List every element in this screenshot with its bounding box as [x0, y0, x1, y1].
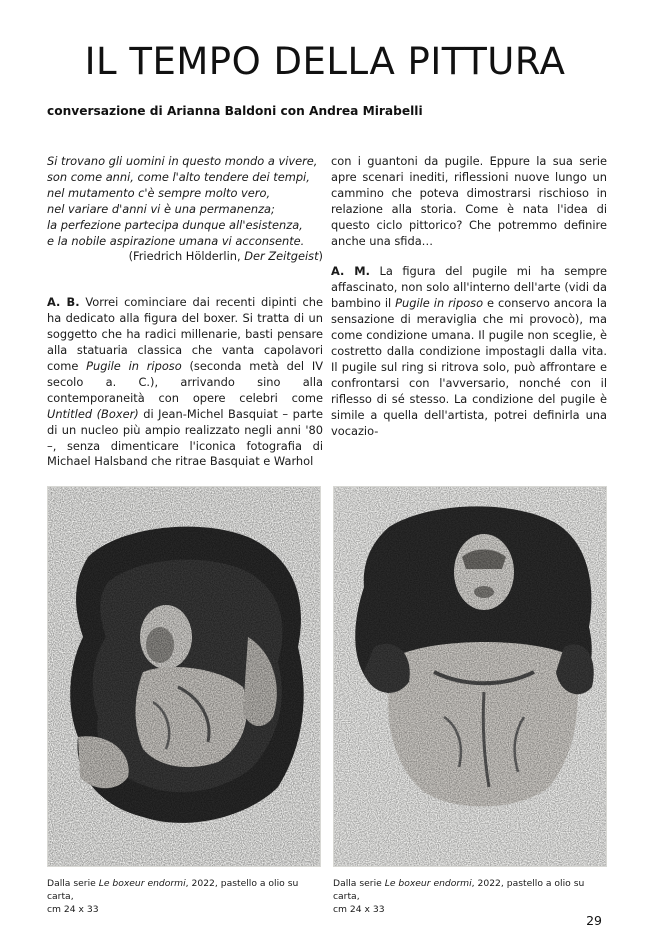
- question-text-continued: con i guantoni da pugile. Eppure la sua serie apre scenari inediti, riflessioni nuove lungo un cammino che poteva dimostrarsi rischioso in relazione alla storia. Come è nata l'idea di questo ciclo pittorico? Che potremmo definire anche una sfida…: [331, 154, 607, 248]
- caption-details: , 2022, pastello a olio su carta,: [333, 878, 585, 902]
- answer-text: e conservo ancora la sensazione di meraviglia che mi provocò), ma come condizione umana. Il pugile non sceglie, è costretto dalla condizione impostagli dalla vita. Il pugile sul ring si ritrova solo, può affrontare e confrontarsi con l'avversario, nonché con il riflesso di sé stesso. La condizione del pugile è simile a quella dell'artista, potrei definirla una vocazio-: [331, 296, 607, 438]
- text-column-right: [331, 154, 607, 439]
- epigraph-line: son come anni, come l'alto tendere dei tempi,: [47, 169, 310, 184]
- epigraph: [47, 154, 323, 265]
- caption-right: [333, 877, 613, 916]
- caption-prefix: Dalla serie: [333, 878, 385, 889]
- artwork-title: Untitled (Boxer): [47, 406, 139, 421]
- answer-text: La figura del pugile mi ha sempre affascinato, non solo all'interno dell'arte (vidi da bambino il: [331, 264, 607, 311]
- artwork-title: Pugile in riposo: [395, 296, 484, 311]
- attribution-author: (Friedrich Hölderlin,: [128, 249, 245, 264]
- sleeping-boxer-drawing-left: [48, 487, 320, 866]
- article-subtitle: conversazione di Arianna Baldoni con Andrea Mirabelli: [47, 104, 423, 118]
- attribution-close: ): [318, 249, 323, 264]
- artwork-title: Pugile in riposo: [86, 358, 182, 373]
- epigraph-line: e la nobile aspirazione umana vi acconsente.: [47, 233, 305, 248]
- question-text: Vorrei cominciare dai recenti dipinti che ha dedicato alla figura del boxer. Si tratta di un soggetto che ha radici millenarie, basti pensare alla statuaria classica che vanta capolavori come: [47, 295, 323, 373]
- caption-details: , 2022, pastello a olio su carta,: [47, 878, 299, 902]
- epigraph-line: nel mutamento c'è sempre molto vero,: [47, 185, 271, 200]
- page-number: 29: [586, 913, 602, 928]
- speaker-label: A. B.: [47, 295, 80, 310]
- question-text: di Jean-Michel Basquiat – parte di un nucleo più ampio realizzato negli anni '80 –, senza dimenticare l'iconica fotografia di Michael Halsband che ritrae Basquiat e Warhol: [47, 406, 323, 469]
- artwork-image-left: [47, 486, 321, 867]
- attribution-work: Der Zeitgeist: [244, 249, 319, 264]
- question-1: [47, 295, 323, 470]
- epigraph-line: la perfezione partecipa dunque all'esistenza,: [47, 217, 303, 232]
- text-column-left: [47, 154, 323, 470]
- answer-1: [331, 264, 607, 439]
- article-title: IL TEMPO DELLA PITTURA: [84, 40, 566, 83]
- caption-size: cm 24 x 33: [47, 904, 99, 915]
- caption-series-title: Le boxeur endormi: [98, 878, 186, 889]
- epigraph-line: nel variare d'anni vi è una permanenza;: [47, 201, 275, 216]
- epigraph-attribution: [47, 249, 323, 265]
- sleeping-boxer-drawing-right: [334, 487, 606, 866]
- caption-series-title: Le boxeur endormi: [384, 878, 472, 889]
- caption-prefix: Dalla serie: [47, 878, 99, 889]
- question-continuation: [331, 154, 607, 249]
- caption-left: [47, 877, 327, 916]
- question-text: (seconda metà del IV secolo a. C.), arrivando sino alla contemporaneità con opere celebri come: [47, 358, 323, 405]
- speaker-label: A. M.: [331, 264, 370, 279]
- artwork-image-right: [333, 486, 607, 867]
- epigraph-line: Si trovano gli uomini in questo mondo a vivere,: [47, 154, 318, 168]
- caption-size: cm 24 x 33: [333, 904, 385, 915]
